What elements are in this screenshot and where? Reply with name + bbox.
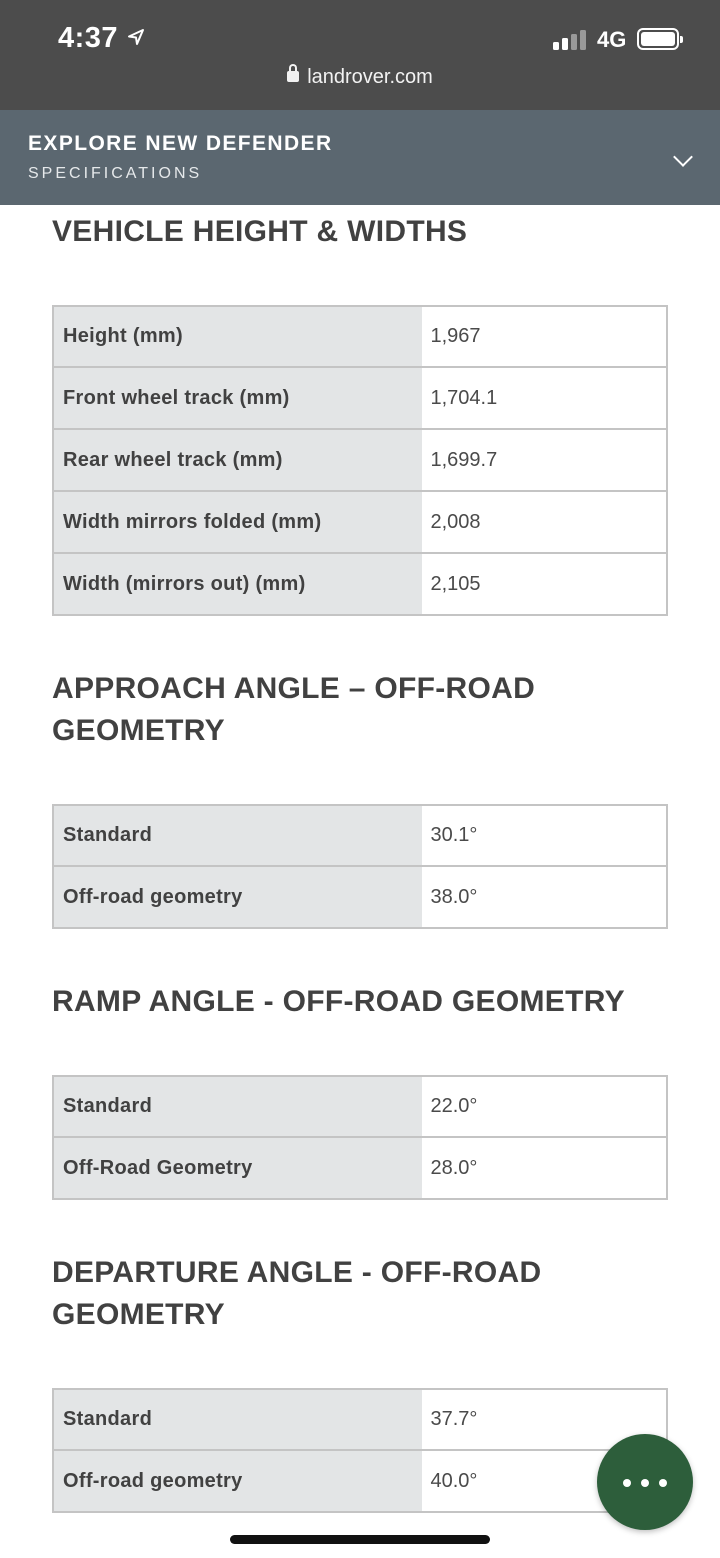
section-title: APPROACH ANGLE – OFF-ROAD GEOMETRY (52, 672, 536, 747)
row-label: Standard (53, 805, 421, 866)
row-label: Off-road geometry (53, 866, 421, 928)
row-value: 22.0° (421, 1076, 667, 1137)
lock-icon (287, 71, 299, 82)
status-bar (0, 0, 720, 110)
page-header[interactable] (0, 110, 720, 205)
table-row (53, 367, 667, 429)
location-arrow-icon (126, 27, 146, 53)
row-label: Standard (53, 1076, 421, 1137)
battery-icon (637, 28, 679, 50)
section-title: RAMP ANGLE - OFF-ROAD GEOMETRY (52, 985, 625, 1018)
table-row (53, 1389, 667, 1450)
table-row (53, 866, 667, 928)
more-options-button[interactable] (597, 1434, 693, 1530)
row-label: Front wheel track (mm) (53, 367, 421, 429)
status-time (58, 22, 146, 55)
row-value: 1,699.7 (421, 429, 667, 491)
row-label: Off-road geometry (53, 1450, 421, 1512)
spec-table (52, 305, 668, 616)
row-label: Off-Road Geometry (53, 1137, 421, 1199)
row-label: Standard (53, 1389, 421, 1450)
url-text: landrover.com (307, 66, 433, 88)
spec-table (52, 1075, 668, 1200)
row-label: Width mirrors folded (mm) (53, 491, 421, 553)
row-label: Height (mm) (53, 306, 421, 367)
spec-table (52, 804, 668, 929)
row-value: 1,704.1 (421, 367, 667, 429)
chevron-down-icon[interactable] (673, 147, 693, 167)
page-title: EXPLORE NEW DEFENDER (28, 132, 333, 155)
row-value: 38.0° (421, 866, 667, 928)
table-row (53, 1076, 667, 1137)
spec-table (52, 1388, 668, 1513)
time-text: 4:37 (58, 22, 119, 54)
row-label: Width (mirrors out) (mm) (53, 553, 421, 615)
table-row (53, 1450, 667, 1512)
row-value: 37.7° (421, 1389, 667, 1450)
row-value: 28.0° (421, 1137, 667, 1199)
cellular-signal-icon (553, 30, 587, 50)
address-bar[interactable] (0, 66, 720, 89)
table-row (53, 429, 667, 491)
row-value: 30.1° (421, 805, 667, 866)
row-value: 2,008 (421, 491, 667, 553)
section-title: VEHICLE HEIGHT & WIDTHS (52, 215, 468, 248)
network-type: 4G (597, 27, 627, 52)
row-label: Rear wheel track (mm) (53, 429, 421, 491)
row-value: 40.0° (421, 1450, 667, 1512)
row-value: 1,967 (421, 306, 667, 367)
table-row (53, 553, 667, 615)
table-row (53, 805, 667, 866)
table-row (53, 491, 667, 553)
section-title: DEPARTURE ANGLE - OFF-ROAD GEOMETRY (52, 1256, 542, 1331)
page-subtitle: SPECIFICATIONS (28, 165, 203, 182)
table-row (53, 306, 667, 367)
table-row (53, 1137, 667, 1199)
row-value: 2,105 (421, 553, 667, 615)
home-indicator[interactable] (230, 1535, 490, 1544)
